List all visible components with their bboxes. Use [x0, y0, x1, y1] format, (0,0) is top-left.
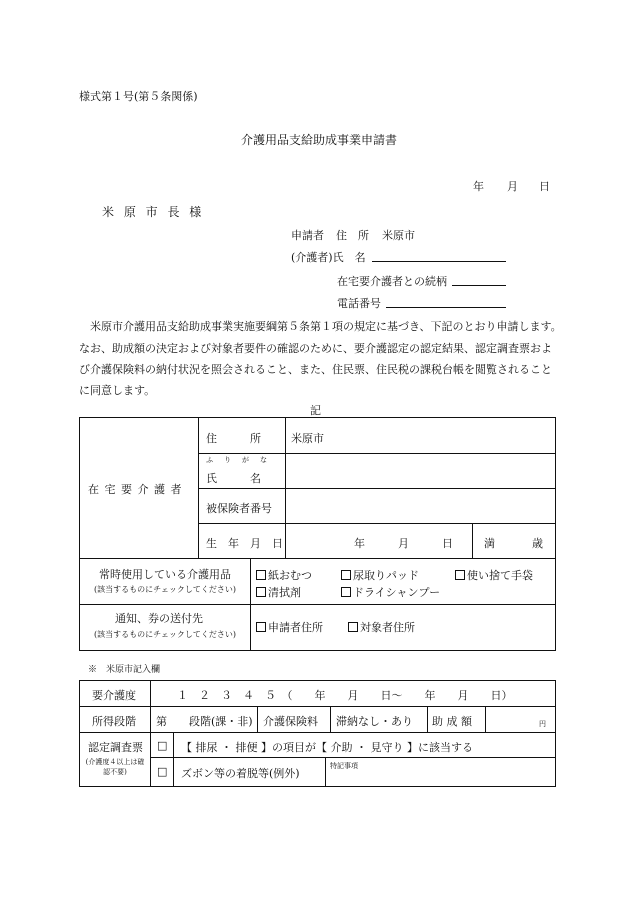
supply-option-label: ドライシャンプー	[353, 586, 441, 599]
remarks-label: 特記事項	[330, 762, 358, 770]
name-field[interactable]	[286, 454, 554, 487]
birth-label: 生 年 月 日	[206, 537, 283, 550]
city-table	[79, 680, 556, 787]
premium-label: 介護保険料	[263, 715, 318, 728]
notice-option-label: 対象者住所	[360, 621, 415, 634]
body-line: 米原市介護用品支給助成事業実施要綱第５条第１項の規定に基づき、下記のとおり申請します。	[79, 320, 562, 333]
addressee: 米 原 市 長 様	[102, 205, 202, 219]
body-line: に同意します。	[79, 384, 156, 397]
address-row-label: 住 所	[206, 432, 261, 445]
supply-option-wipes[interactable]	[256, 584, 301, 600]
age-suffix: 歳	[532, 537, 543, 550]
date-day-label: 日	[539, 180, 550, 193]
phone-field[interactable]	[386, 295, 506, 308]
premium-value: 滞納なし・あり	[336, 715, 413, 728]
subsidy-unit: 円	[539, 720, 546, 728]
date-year-label: 年	[473, 180, 484, 193]
date-month-label: 月	[507, 180, 518, 193]
caregiver-name-label: (介護者)氏 名	[291, 251, 366, 264]
income-label: 所得段階	[92, 715, 136, 728]
age-prefix: 満	[484, 537, 495, 550]
address-value: 米原市	[382, 229, 415, 242]
checkbox-icon[interactable]	[256, 587, 266, 597]
notice-option-applicant[interactable]	[256, 619, 323, 635]
survey-item-2: ズボン等の着脱等(例外)	[181, 767, 300, 780]
caretaker-group-text: 在 宅 要 介 護 者	[88, 483, 182, 496]
phone-label: 電話番号	[337, 297, 381, 310]
birth-day: 日	[442, 537, 453, 550]
relation-field[interactable]	[452, 273, 506, 286]
notice-option-label: 申請者住所	[268, 621, 323, 634]
applicant-label: 申請者	[291, 229, 324, 242]
form-id: 様式第１号(第５条関係)	[79, 90, 198, 103]
supply-option-gloves[interactable]	[455, 567, 533, 583]
address-label: 住 所	[336, 229, 369, 242]
survey-item-1: 【 排尿 ・ 排便 】の項目が【 介助 ・ 見守り 】に該当する	[181, 741, 473, 754]
supply-option-label: 清拭剤	[268, 586, 301, 599]
survey-checkbox-1[interactable]: □	[157, 739, 168, 752]
supply-option-shampoo[interactable]	[341, 584, 440, 600]
supplies-note: (該当するものにチェックしてください)	[94, 585, 237, 594]
supply-option-label: 尿取りパッド	[353, 569, 419, 582]
caregiver-name-field[interactable]	[372, 249, 506, 262]
supplies-label: 常時使用している介護用品	[99, 568, 231, 581]
checkbox-icon[interactable]	[348, 622, 358, 632]
birth-year: 年	[354, 537, 365, 550]
caretaker-group-label	[80, 418, 199, 558]
care-level-label: 要介護度	[92, 689, 136, 702]
body-line: なお、助成額の決定および対象者要件の確認のために、要介護認定の認定結果、認定調査票およ	[79, 342, 552, 355]
survey-checkbox-2[interactable]: □	[157, 765, 168, 778]
name-row-label: 氏 名	[206, 472, 261, 485]
supply-option-diapers[interactable]	[256, 567, 312, 583]
checkbox-icon[interactable]	[341, 570, 351, 580]
body-line: び介護保険料の納付状況を照会されること、また、住民票、住民税の課税台帳を閲覧されること	[79, 363, 552, 376]
relation-label: 在宅要介護者との続柄	[337, 275, 447, 288]
care-level-values: １ ２ ３ ４ ５ （ 年 月 日～ 年 月 日）	[177, 689, 513, 702]
insured-number-label: 被保険者番号	[206, 502, 272, 515]
subsidy-label: 助 成 額	[432, 715, 472, 728]
survey-note: (介護度４以上は確認不要)	[85, 758, 145, 776]
survey-label: 認定調査票	[88, 741, 143, 754]
checkbox-icon[interactable]	[256, 622, 266, 632]
checkbox-icon[interactable]	[256, 570, 266, 580]
supply-option-label: 紙おむつ	[268, 569, 312, 582]
notice-note: (該当するものにチェックしてください)	[94, 630, 237, 639]
checkbox-icon[interactable]	[455, 570, 465, 580]
supply-option-label: 使い捨て手袋	[467, 569, 533, 582]
checkbox-icon[interactable]	[341, 587, 351, 597]
city-section-header: ※ 米原市記入欄	[88, 665, 161, 675]
insured-number-field[interactable]	[286, 489, 554, 522]
ki-heading: 記	[310, 404, 321, 417]
notice-label: 通知、券の送付先	[115, 612, 203, 625]
birth-month: 月	[398, 537, 409, 550]
page-title: 介護用品支給助成事業申請書	[241, 133, 398, 147]
address-row-value[interactable]: 米原市	[291, 432, 324, 445]
main-table	[79, 417, 556, 651]
notice-option-target[interactable]	[348, 619, 415, 635]
supply-option-pads[interactable]	[341, 567, 419, 583]
furigana-label: ふ り が な	[206, 456, 269, 464]
income-value: 第 段階(課・非)	[156, 715, 253, 728]
